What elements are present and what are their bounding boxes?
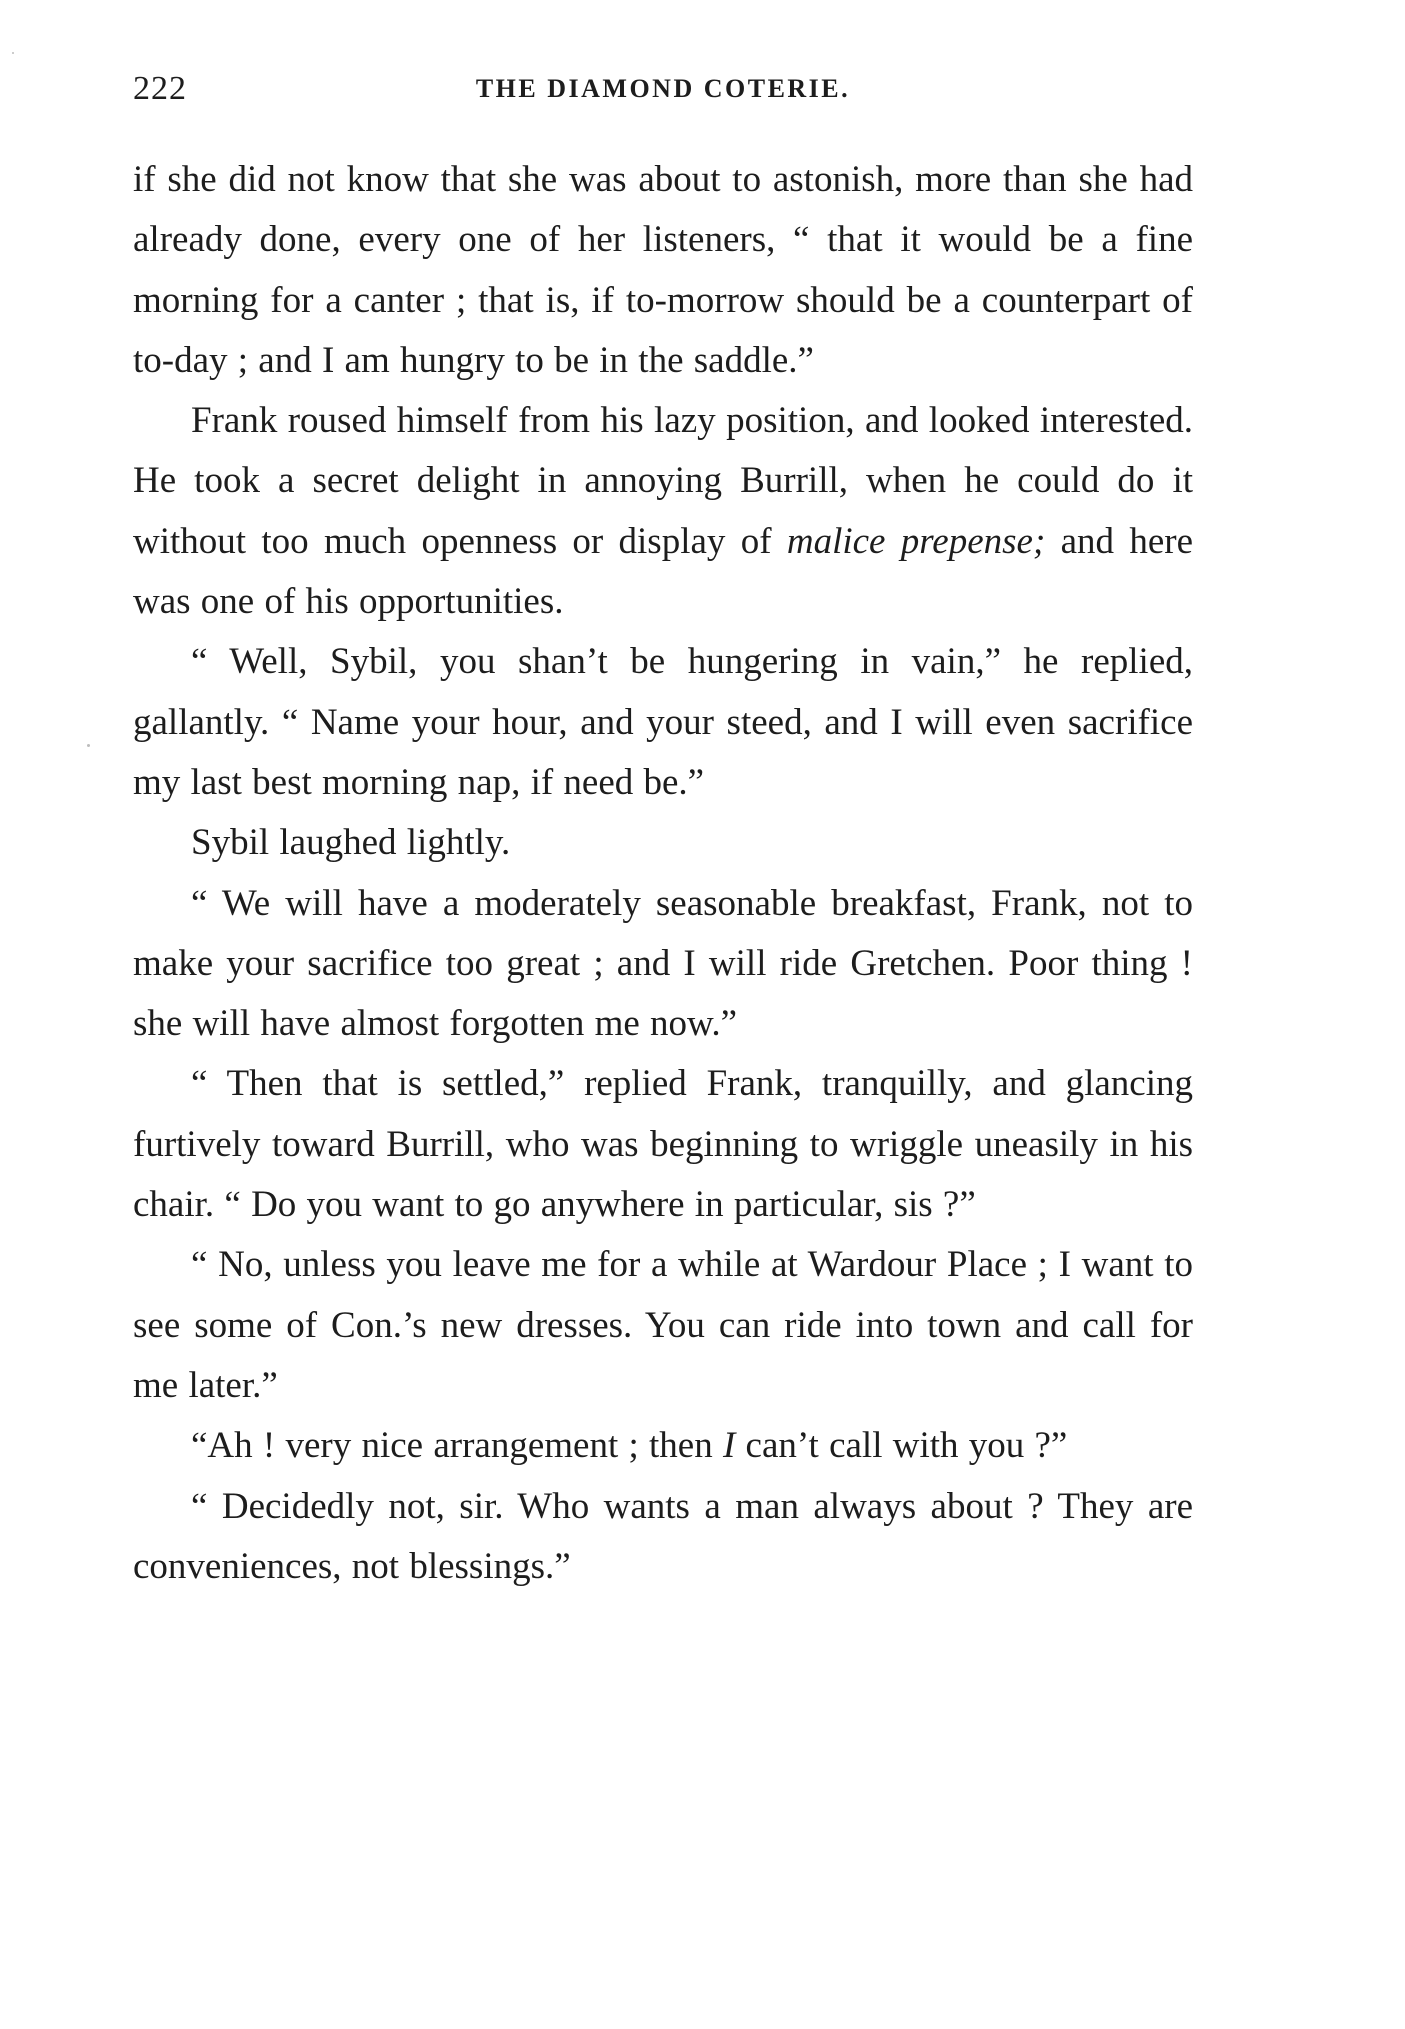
running-title: THE DIAMOND COTERIE.: [475, 74, 851, 103]
paragraph-4: Sybil laughed lightly.: [191, 822, 511, 864]
paragraph-6: “ Then that is settled,” replied Frank, tranquilly, and glancing furtively toward Burrill, who was beginning to wriggle uneasily in his chair. “ Do you want to go anywhere in particular, sis ?”: [133, 1063, 1193, 1226]
paragraph-3: “ Well, Sybil, you shan’t be hungering in vain,” he replied, gallantly. “ Name your hour, and your steed, and I will even sacrifice my last best morning nap, if need be.”: [133, 641, 1193, 803]
paper-speck: [87, 744, 90, 747]
paragraph-8: [133, 1416, 1193, 1476]
paragraph-1: if she did not know that she was about to astonish, more than she had already done, every one of her listeners, “ that it would be a fine morning for a canter ; that is, if to-morrow should be a counterpart of to-day ; and I am hungry to be in the saddle.”: [133, 159, 1193, 381]
paragraph-8-text-end: can’t call with you ?”: [735, 1425, 1068, 1467]
paragraph-8-text: “Ah ! very nice arrangement ; then: [191, 1425, 723, 1467]
paragraph-5: “ We will have a moderately seasonable breakfast, Frank, not to make your sacrifice too great ; and I will ride Gretchen. Poor thing ! she will have almost forgotten me now.”: [133, 882, 1193, 1045]
paragraph-2-text-end: and here was one of his opportunities.: [133, 520, 1193, 623]
italic-pronoun: I: [722, 1425, 736, 1467]
page-header: [133, 64, 1193, 114]
paragraph-7: “ No, unless you leave me for a while at Wardour Place ; I want to see some of Con.’s new dresses. You can ride into town and call for me later.”: [133, 1244, 1193, 1406]
paragraph-9: “ Decidedly not, sir. Who wants a man always about ? They are conveniences, not blessings.”: [133, 1485, 1193, 1587]
page-number: 222: [133, 70, 187, 107]
body-text: [133, 150, 1193, 1597]
paragraph-2-text: Frank roused himself from his lazy position, and looked interested. He took a secret delight in annoying Burrill, when he could do it without too much openness or display of: [133, 400, 1193, 562]
paper-speck: [12, 52, 14, 54]
paragraph-2: [133, 391, 1193, 632]
italic-phrase: malice prepense;: [786, 520, 1046, 562]
